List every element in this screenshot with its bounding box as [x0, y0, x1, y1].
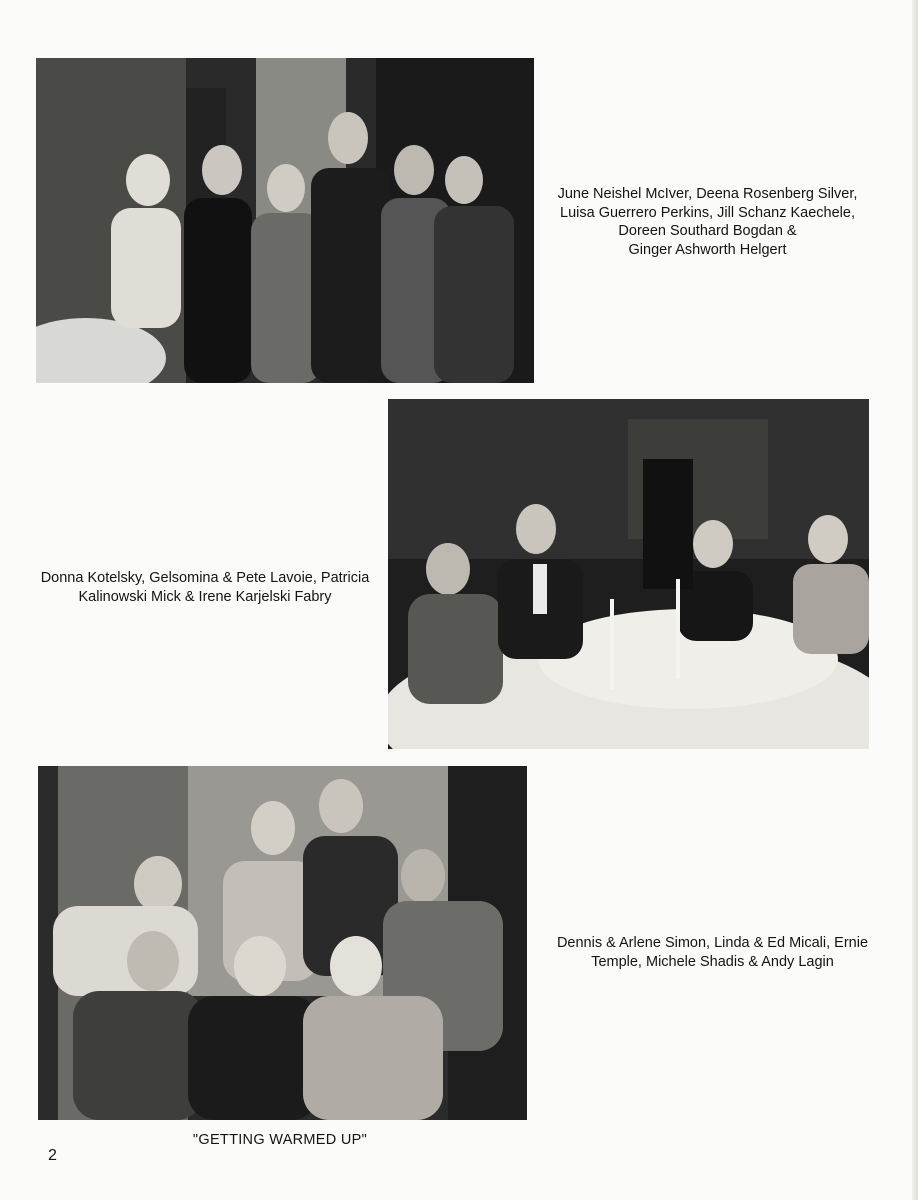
photo-title: "GETTING WARMED UP": [192, 1132, 368, 1148]
caption-line: Ginger Ashworth Helgert: [628, 241, 787, 258]
caption-photo-2: [30, 569, 380, 606]
caption-line: Temple, Michele Shadis & Andy Lagin: [591, 953, 834, 970]
caption-photo-3: [535, 934, 890, 971]
photo-group-mixed: [38, 766, 527, 1120]
caption-line: Doreen Southard Bogdan &: [618, 223, 797, 239]
caption-line: Donna Kotelsky, Gelsomina & Pete Lavoie, Patricia: [40, 570, 370, 586]
caption-photo-1: [535, 185, 880, 259]
caption-line: Dennis & Arlene Simon, Linda & Ed Micali, Ernie: [556, 935, 869, 951]
page-edge: [912, 0, 918, 1200]
caption-line: June Neishel McIver, Deena Rosenberg Silver,: [557, 186, 858, 202]
caption-line: Kalinowski Mick & Irene Karjelski Fabry: [78, 588, 332, 605]
caption-line: Luisa Guerrero Perkins, Jill Schanz Kaechele,: [560, 204, 855, 221]
page-number: 2: [48, 1147, 57, 1164]
photo-dinner-table: [388, 399, 869, 749]
photo-group-women: [36, 58, 534, 383]
